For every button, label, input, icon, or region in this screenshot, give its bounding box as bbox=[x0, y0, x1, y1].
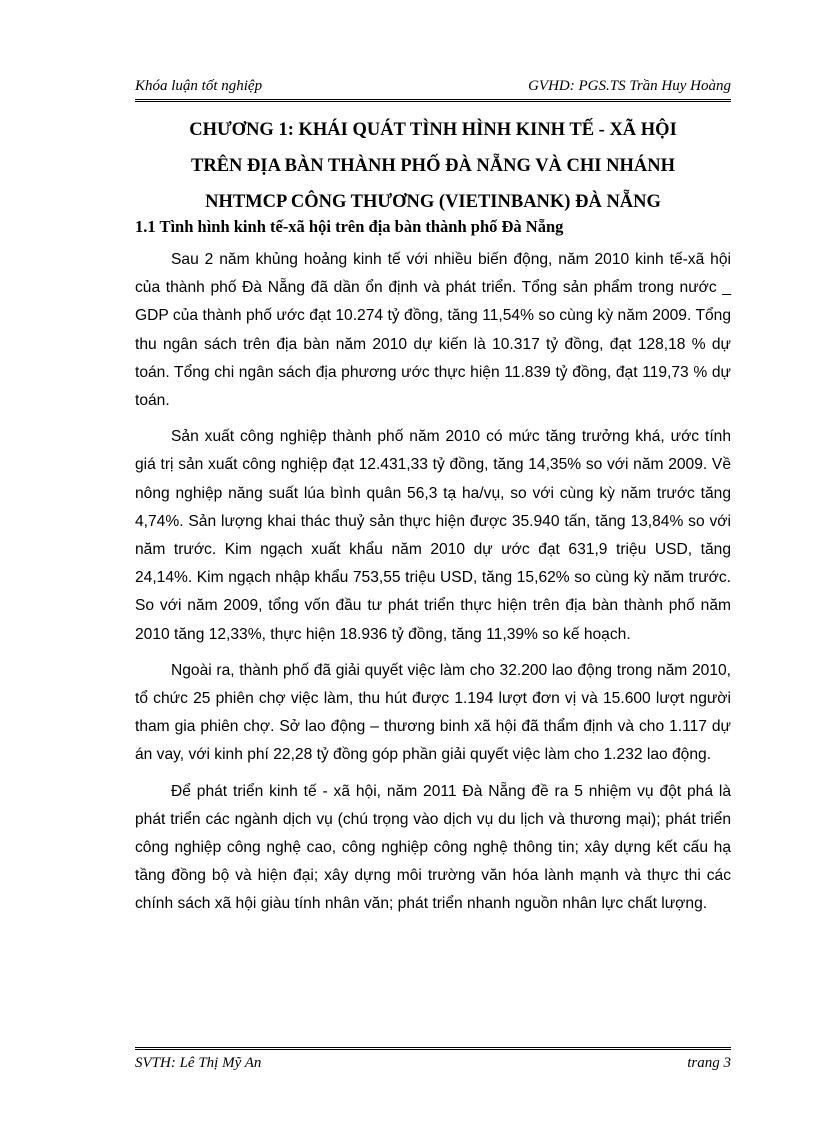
header-advisor-label: GVHD: PGS.TS Trần Huy Hoàng bbox=[528, 78, 731, 94]
chapter-title-line-3: NHTMCP CÔNG THƯƠNG (VIETINBANK) ĐÀ NẴNG bbox=[205, 192, 661, 212]
header-divider bbox=[135, 99, 731, 102]
header-thesis-label: Khóa luận tốt nghiệp bbox=[135, 78, 263, 94]
chapter-title-line-2: TRÊN ĐỊA BÀN THÀNH PHỐ ĐÀ NẴNG VÀ CHI NHÁNH bbox=[191, 156, 675, 176]
paragraph-employment: Ngoài ra, thành phố đã giải quyết việc làm cho 32.200 lao động trong năm 2010, tổ chức 25 phiên chợ việc làm, thu hút được 1.194 lượt đơn vị và 15.600 lượt người tham gia phiên chợ. Sở lao động – thương binh xã hội đã thẩm định và cho 1.117 dự án vay, với kinh phí 22,28 tỷ đồng góp phần giải quyết việc làm cho 1.232 lao động. bbox=[135, 661, 731, 764]
paragraph-development-tasks: Để phát triển kinh tế - xã hội, năm 2011 Đà Nẵng đề ra 5 nhiệm vụ đột phá là phát triển các ngành dịch vụ (chú trọng vào dịch vụ du lịch và thương mại); phát triển công nghiệp công nghệ cao, công nghiệp công nghệ thông tin; xây dựng kết cấu hạ tầng đồng bộ và hiện đại; xây dựng môi trường văn hóa lành mạnh và thực thi các chính sách xã hội giàu tính nhân văn; phát triển nhanh nguồn nhân lực chất lượng. bbox=[135, 782, 731, 913]
chapter-title bbox=[135, 112, 731, 220]
footer-divider bbox=[135, 1047, 731, 1050]
body-text bbox=[135, 246, 731, 927]
paragraph-industry-agriculture: Sản xuất công nghiệp thành phố năm 2010 có mức tăng trưởng khá, ước tính giá trị sản xuất công nghiệp đạt 12.431,33 tỷ đồng, tăng 14,35% so với năm 2009. Về nông nghiệp năng suất lúa bình quân 56,3 tạ ha/vụ, so với cùng kỳ năm trước tăng 4,74%. Sản lượng khai thác thuỷ sản thực hiện được 35.940 tấn, tăng 13,84% so với năm trước. Kim ngạch xuất khẩu năm 2010 dự ước đạt 631,9 triệu USD, tăng 24,14%. Kim ngạch nhập khẩu 753,55 triệu USD, tăng 15,62% so cùng kỳ năm trước. So với năm 2009, tổng vốn đầu tư phát triển thực hiện trên địa bàn thành phố năm 2010 tăng 12,33%, thực hiện 18.936 tỷ đồng, tăng 11,39% so kế hoạch. bbox=[135, 428, 731, 643]
footer-student-label: SVTH: Lê Thị Mỹ An bbox=[135, 1055, 262, 1071]
paragraph-economy-overview: Sau 2 năm khủng hoảng kinh tế với nhiều biến động, năm 2010 kinh tế-xã hội của thành phố Đà Nẵng đã dần ổn định và phát triển. Tổng sản phẩm trong nước _ GDP của thành phố ước đạt 10.274 tỷ đồng, tăng 11,54% so cùng kỳ năm 2009. Tổng thu ngân sách trên địa bàn năm 2010 dự kiến là 10.317 tỷ đồng, đạt 128,18 % dự toán. Tổng chi ngân sách địa phương ước thực hiện 11.839 tỷ đồng, đạt 119,73 % dự toán. bbox=[135, 251, 731, 410]
page-header bbox=[135, 76, 731, 100]
chapter-title-line-1: CHƯƠNG 1: KHÁI QUÁT TÌNH HÌNH KINH TẾ - XÃ HỘI bbox=[189, 120, 677, 140]
footer-page-number: trang 3 bbox=[687, 1055, 731, 1071]
section-heading: 1.1 Tình hình kinh tế-xã hội trên địa bàn thành phố Đà Nẵng bbox=[135, 217, 564, 236]
page-footer bbox=[135, 1053, 731, 1075]
